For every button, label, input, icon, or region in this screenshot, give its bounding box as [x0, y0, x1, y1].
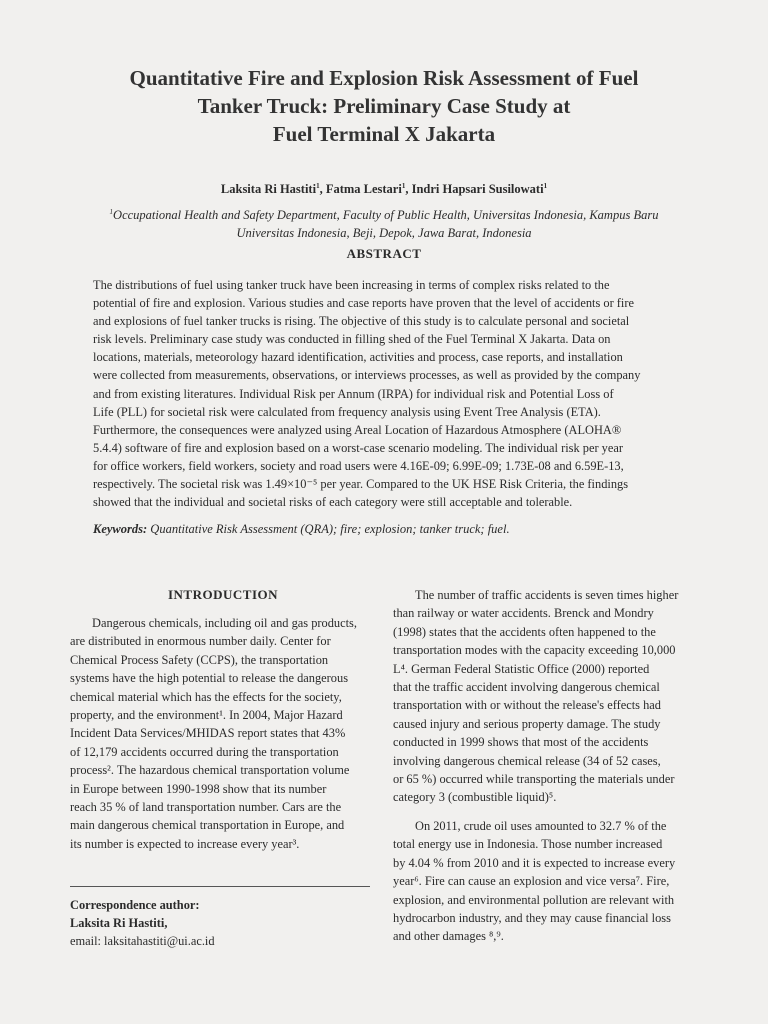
intro-line: conducted in 1999 shows that most of the accidents [393, 735, 649, 750]
intro-line: explosion, and environmental pollution are relevant with [393, 892, 675, 907]
affil-mark: 1 [109, 207, 114, 216]
author-separator: , [405, 182, 412, 196]
abstract-line: The distributions of fuel using tanker truck have been increasing in terms of complex risks related to the [93, 278, 610, 292]
introduction-right-column [393, 586, 699, 946]
keywords [93, 522, 675, 537]
introduction-heading: INTRODUCTION [167, 587, 278, 602]
correspondence-email: email: laksitahastiti@ui.ac.id [70, 934, 215, 948]
abstract-line: showed that the individual and societal risks of each category were still acceptable and tolerable. [93, 495, 573, 510]
intro-line: chemical material which has the effects for the society, [70, 689, 342, 704]
intro-line: Incident Data Services/MHIDAS report states that 43% [70, 726, 346, 741]
intro-line: systems have the high potential to release the dangerous [70, 671, 349, 686]
intro-line: of 12,179 accidents occurred during the transportation [70, 744, 339, 759]
abstract-line: Life (PLL) for societal risk were calculated from frequency analysis using Event Tree Analysis (ETA). [93, 404, 601, 419]
abstract-text [93, 276, 675, 511]
intro-line: hydrocarbon industry, and they may cause financial loss [393, 910, 671, 925]
intro-line: transportation with or without the release's effects had [393, 698, 661, 713]
correspondence-block [70, 896, 376, 950]
abstract-line: and from existing literatures. Individual Risk per Annum (IRPA) for individual risk and Potential Loss of [93, 386, 614, 401]
intro-line: Chemical Process Safety (CCPS), the transportation [70, 652, 329, 667]
intro-line: The number of traffic accidents is seven times higher [415, 588, 679, 602]
intro-line: (1998) states that the accidents often happened to the [393, 624, 656, 639]
abstract-line: locations, materials, meteorology hazard identification, activities and process, case reports, and installation [93, 350, 623, 365]
footnote-divider [70, 886, 370, 887]
abstract-line: for office workers, field workers, society and road users were 4.16E-09; 6.99E-09; 1.73E-08 and 6.59E-13, [93, 458, 624, 473]
author-list [60, 182, 708, 197]
intro-line: by 4.04 % from 2010 and it is expected to increase every [393, 855, 676, 870]
intro-line: reach 35 % of land transportation number. Cars are the [70, 800, 342, 815]
intro-line: caused injury and serious property damage. The study [393, 716, 661, 731]
introduction-left-column [70, 614, 376, 853]
author-affil-mark: 1 [316, 181, 320, 190]
abstract-line: 5.4.4) software of fire and explosion based on a worst-case scenario modeling. The individual risk per year [93, 440, 623, 455]
keywords-label: Keywords: [93, 522, 148, 536]
paragraph-gap [393, 807, 699, 817]
intro-line: L⁴. German Federal Statistic Office (2000) reported [393, 661, 650, 676]
affiliation [60, 206, 708, 242]
affiliation-line-1 [60, 206, 708, 224]
intro-line: On 2011, crude oil uses amounted to 32.7 % of the [415, 818, 667, 833]
title-line-2: Tanker Truck: Preliminary Case Study at [197, 94, 571, 118]
author-name: Fatma Lestari [325, 182, 402, 196]
author-name: Laksita Ri Hastiti [220, 182, 317, 196]
correspondence-name: Laksita Ri Hastiti, [70, 916, 168, 930]
abstract-line: potential of fire and explosion. Various studies and case reports have proven that the level of accidents or fire [93, 296, 634, 311]
author-name: Indri Hapsari Susilowati [411, 182, 544, 196]
intro-line: process². The hazardous chemical transportation volume [70, 763, 350, 778]
intro-line: property, and the environment¹. In 2004, Major Hazard [70, 708, 343, 723]
affiliation-text: Occupational Health and Safety Department, Faculty of Public Health, Universitas Indonesia, Kampus Baru [113, 208, 659, 222]
abstract-line: and explosions of fuel tanker trucks is rising. The objective of this study is to calculate personal and societal [93, 314, 630, 329]
intro-line: and other damages ⁸,⁹. [393, 929, 504, 944]
author-affil-mark: 1 [401, 181, 406, 190]
affiliation-line-2: Universitas Indonesia, Beji, Depok, Jawa Barat, Indonesia [236, 226, 532, 240]
intro-line: that the traffic accident involving dangerous chemical [393, 680, 660, 695]
intro-line: are distributed in enormous number daily. Center for [70, 634, 331, 649]
intro-line: total energy use in Indonesia. Those number increased [393, 837, 663, 852]
intro-line: than railway or water accidents. Brenck and Mondry [393, 606, 654, 621]
author-affil-mark: 1 [543, 181, 548, 190]
abstract-line: Furthermore, the consequences were analyzed using Areal Location of Hazardous Atmosphere (ALOHA® [93, 422, 622, 437]
title-line-1: Quantitative Fire and Explosion Risk Assessment of Fuel [129, 66, 639, 90]
intro-line: in Europe between 1990-1998 show that its number [70, 781, 327, 796]
abstract-line: were collected from measurements, observations, or interviews processes, as well as provided by the company [93, 368, 641, 383]
intro-line: Dangerous chemicals, including oil and gas products, [92, 616, 357, 630]
intro-line: year⁶. Fire can cause an explosion and vice versa⁷. Fire, [393, 874, 670, 889]
correspondence-label: Correspondence author: [70, 898, 200, 912]
intro-line: main dangerous chemical transportation in Europe, and [70, 818, 345, 833]
intro-line: its number is expected to increase every year³. [70, 836, 300, 851]
abstract-line: risk levels. Preliminary case study was conducted in filling shed of the Fuel Terminal X Jakarta. Data on [93, 332, 611, 347]
abstract-heading: ABSTRACT [346, 246, 422, 261]
paper-title [60, 64, 708, 148]
abstract-line: respectively. The societal risk was 1.49×10⁻⁵ per year. Compared to the UK HSE Risk Criteria, the findings [93, 477, 629, 492]
intro-line: transportation modes with the capacity exceeding 10,000 [393, 643, 676, 658]
keywords-text: Quantitative Risk Assessment (QRA); fire; explosion; tanker truck; fuel. [150, 522, 510, 536]
title-line-3: Fuel Terminal X Jakarta [272, 122, 496, 146]
intro-line: or 65 %) occurred while transporting the materials under [393, 772, 675, 787]
intro-line: involving dangerous chemical release (34 of 52 cases, [393, 753, 661, 768]
author-separator: , [319, 182, 326, 196]
intro-line: category 3 (combustible liquid)⁵. [393, 790, 557, 805]
